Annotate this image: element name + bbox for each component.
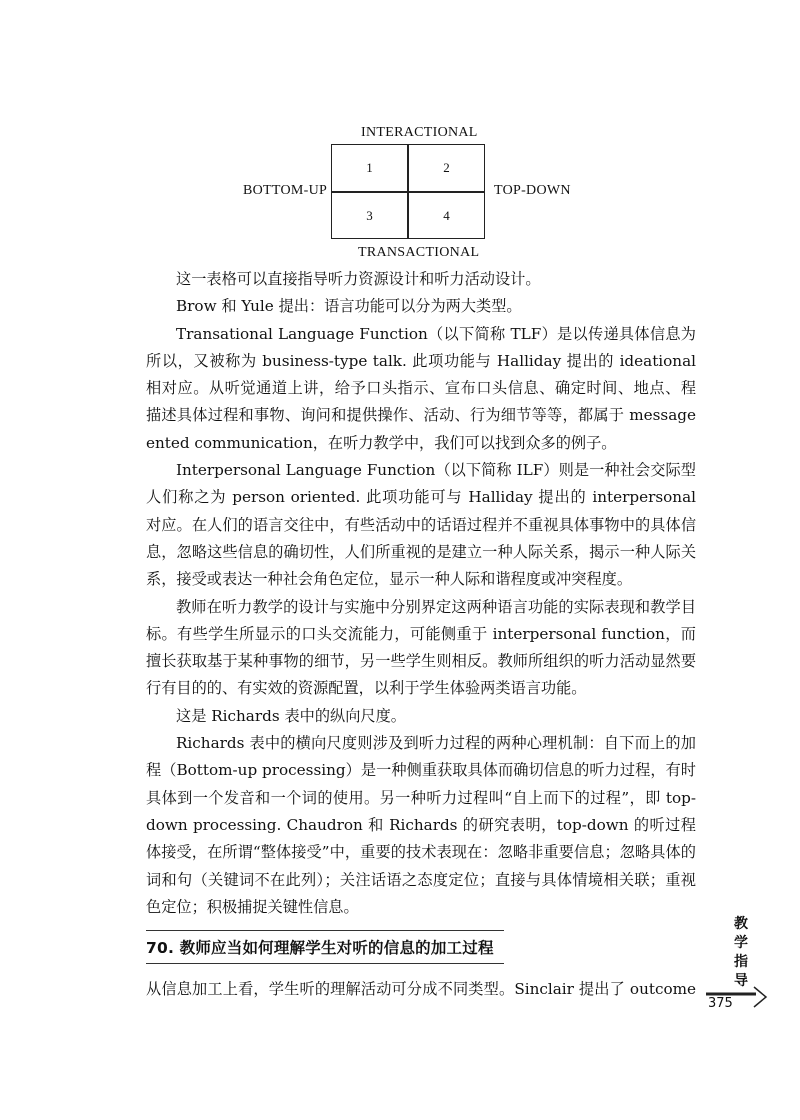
paragraph-line: 所以，又被称为 business-type talk. 此项功能与 Halliday 提出的 ideational (146, 351, 696, 370)
paragraph-line: 具体到一个发音和一个词的使用。另一种听力过程叫“自上而下的过程”，即 top- (146, 788, 696, 807)
paragraph-line: 色定位；积极捕捉关键性信息。 (146, 897, 359, 916)
diagram-left-label: BOTTOM-UP (243, 183, 328, 198)
diagram-grid (331, 144, 485, 239)
paragraph-line: Brow 和 Yule 提出：语言功能可以分为两大类型。 (176, 297, 522, 316)
section-first-line: 从信息加工上看，学生听的理解活动可分成不同类型。Sinclair 提出了 outcome (146, 980, 696, 998)
grid-cell-3: 3 (366, 208, 373, 223)
chapter-side-tab (726, 915, 756, 991)
paragraph-line: 对应。在人们的语言交往中，有些活动中的话语过程并不重视具体事物中的具体信 (146, 515, 696, 534)
grid-cell-2: 2 (443, 160, 450, 175)
paragraph-line: 词和句（关键词不在此列）；关注话语之态度定位；直接与具体情境相关联；重视 (146, 870, 696, 889)
paragraph-line: 相对应。从听觉通道上讲，给予口头指示、宣布口头信息、确定时间、地点、程 (146, 379, 696, 398)
paragraph-line: down processing. Chaudron 和 Richards 的研究表明，top-down 的听过程 (146, 815, 696, 834)
paragraph-line: 这一表格可以直接指导听力资源设计和听力活动设计。 (176, 270, 541, 288)
grid-cell-1: 1 (366, 160, 373, 175)
paragraph-line: 教师在听力教学的设计与实施中分别界定这两种语言功能的实际表现和教学目 (176, 597, 696, 616)
section-rule-bottom (146, 963, 504, 964)
paragraph-line: 息，忽略这些信息的确切性，人们所重视的是建立一种人际关系，揭示一种人际关 (146, 542, 696, 561)
paragraph-line: 人们称之为 person oriented. 此项功能可与 Halliday 提出的 interpersonal (146, 488, 696, 507)
paragraph-line: 描述具体过程和事物、询问和提供操作、活动、行为细节等等，都属于 message (146, 406, 696, 425)
body-text (146, 266, 696, 921)
paragraph-line: 行有目的的、有实效的资源配置，以利于学生体验两类语言功能。 (146, 679, 587, 698)
paragraph-line: 系，接受或表达一种社会角色定位，显示一种人际和谐程度或冲突程度。 (146, 570, 632, 589)
side-tab-char: 教 (734, 916, 748, 932)
side-tab-char: 导 (734, 973, 748, 989)
diagram-bottom-label: TRANSACTIONAL (358, 245, 480, 260)
grid-cell-4: 4 (443, 208, 450, 223)
side-tab-char: 学 (734, 935, 748, 951)
page-number: 375 (708, 996, 733, 1011)
paragraph-line: Richards 表中的横向尺度则涉及到听力过程的两种心理机制：自下而上的加 (176, 734, 696, 753)
paragraph-line: ented communication，在听力教学中，我们可以找到众多的例子。 (146, 433, 617, 452)
paragraph-line: 体接受，在所谓“整体接受”中，重要的技术表现在：忽略非重要信息；忽略具体的 (146, 843, 696, 862)
paragraph-line: 这是 Richards 表中的纵向尺度。 (176, 706, 406, 725)
side-tab-char: 指 (734, 954, 748, 970)
section-rule-top (146, 930, 504, 931)
diagram-right-label: TOP-DOWN (494, 183, 571, 198)
paragraph-line: 擅长获取基于某种事物的细节，另一些学生则相反。教师所组织的听力活动显然要 (146, 652, 696, 671)
paragraph-line: 程（Bottom-up processing）是一种侧重获取具体而确切信息的听力过程，有时 (146, 761, 696, 780)
diagram-top-label: INTERACTIONAL (361, 125, 478, 140)
paragraph-line: Transational Language Function（以下简称 TLF）是以传递具体信息为 (176, 324, 696, 343)
paragraph-line: 标。有些学生所显示的口头交流能力，可能侧重于 interpersonal function，而 (146, 624, 696, 643)
paragraph-line: Interpersonal Language Function（以下简称 ILF）则是一种社会交际型 (176, 461, 696, 480)
section-heading: 70. 教师应当如何理解学生对听的信息的加工过程 (146, 939, 494, 957)
